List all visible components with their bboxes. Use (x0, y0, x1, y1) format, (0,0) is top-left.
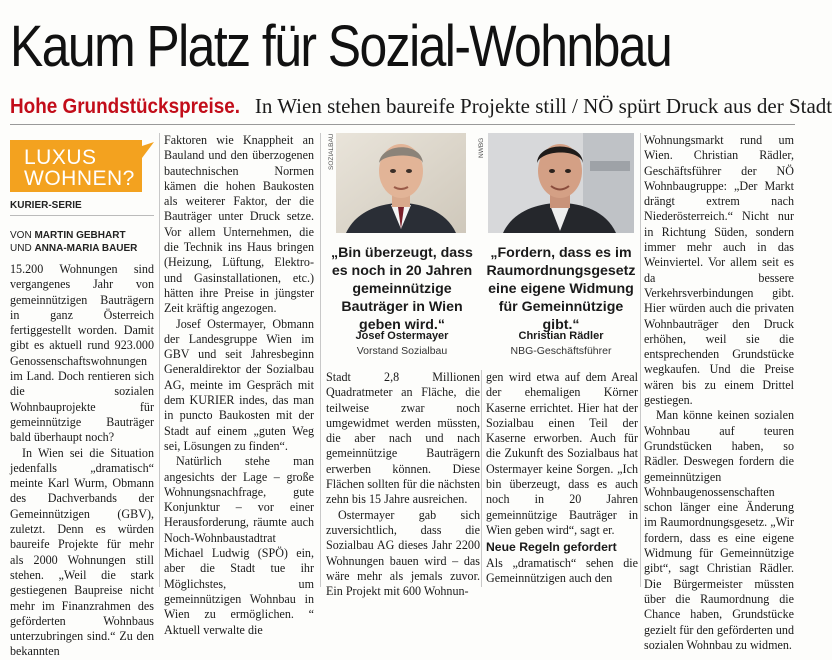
paragraph: 15.200 Wohnungen sind vergangenes Jahr von gemeinnützigen Bauträgern in ganz Österreich fertiggestellt worden. Damit gibt es aktuell rund 923.000 Genossenschaftswohnungen im Land. Doch rentieren sich die sozialen Wohnbauprojekte für gemeinnützige Bauträger bald überhaupt noch? (10, 262, 154, 445)
column-divider (640, 133, 641, 587)
text-column-2 (164, 133, 314, 637)
author-name-2: ANNA-MARIA BAUER (34, 243, 138, 254)
text-column-3 (326, 370, 480, 599)
photo-credit-1: SOZIALBAU (328, 133, 335, 170)
paragraph: Josef Ostermayer, Obmann der Landesgruppe Wien im GBV und seit Jahresbeginn Generaldirektor der Sozialbau AG, meinte im Gespräch mit dem KURIER indes, das man in puncto Baukosten mit der Stadt auf einem „guten Weg sei, Lösungen zu finden“. (164, 316, 314, 453)
byline-and: UND (10, 243, 32, 254)
subheadline (10, 92, 832, 120)
paragraph: Als „dramatisch“ sehen die Gemeinnützigen auch den (486, 555, 638, 585)
paragraph: Stadt 2,8 Millionen Quadratmeter an Fläche, die teilweise zwar noch umgewidmet werden müssten, die aber nach und nach gemeinnützige Bauträgern erwerben können. Diese Flächen sollten für die nächsten zehn bis 15 Jahre ausreichen. (326, 370, 480, 507)
paragraph: Ostermayer gab sich zuversichtlich, dass die Sozialbau AG dieses Jahr 2200 Wohnungen bauen wird – das wäre mehr als jemals zuvor. Ein Projekt mit 600 Wohnun- (326, 507, 480, 599)
quote-role-1: Vorstand Sozialbau (356, 345, 448, 357)
byline-author-2 (10, 243, 137, 254)
quote-role-2: NBG-Geschäftsführer (510, 345, 612, 357)
portrait-photo-raedler (488, 133, 634, 233)
subhead-text: In Wien stehen baureife Projekte still / NÖ spürt Druck aus der Stadt (254, 94, 832, 118)
kicker-badge (10, 140, 154, 192)
pull-quote-1: „Bin überzeugt, dass es noch in 20 Jahren gemeinnützige Bauträger in Wien geben wird.“ (331, 245, 473, 333)
byline-author-1 (10, 230, 126, 241)
portrait-photo-ostermayer (336, 133, 466, 233)
subhead-lead: Hohe Grundstückspreise. (10, 95, 241, 118)
quote-name-1: Josef Ostermayer (355, 330, 449, 342)
kicker-divider (10, 215, 154, 216)
pull-quote-2: „Fordern, dass es im Raumordnungsgesetz eine eigene Widmung für Gemeinnützige gibt.“ (486, 245, 636, 333)
text-column-5 (644, 133, 794, 652)
column-divider (481, 370, 482, 587)
paragraph: gen wird etwa auf dem Areal der ehemaligen Körner Kaserne errichtet. Hier hat der Sozialbau einen Teil der Kaserne erworben. Auch für die Zukunft des Sozialbaus hat Ostermayer keine Sorgen. „Ich bin überzeugt, dass es auch noch in 20 Jahren gemeinnützige Bauträger in Wien geben wird“, sagt er. (486, 370, 638, 537)
series-label: KURIER-SERIE (10, 200, 82, 211)
headline-rule (10, 124, 795, 125)
portrait-image (488, 133, 634, 233)
kicker-line-1: LUXUS (24, 146, 97, 169)
headline: Kaum Platz für Sozial-Wohnbau (10, 14, 672, 79)
section-heading: Neue Regeln gefordert (486, 540, 617, 555)
paragraph: In Wien sei die Situation jedenfalls „dramatisch“ meinte Karl Wurm, Obmann des Dachverbands der Gemeinnützigen (GBV), zuletzt. Denn es würden baureife Projekte für mehr als 2000 Wohnungen still stehen. „Weil die stark gestiegenen Baupreise nicht mehr im Finanzrahmen des geförderten Wohnbaus unterzubringen sind.“ Zu den bekannten (10, 445, 154, 659)
paragraph: Man könne keinen sozialen Wohnbau auf teuren Grundstücken haben, so Rädler. Deswegen fordern die gemeinnützigen Wohnbaugenossenschaften schon länger eine Änderung im Raumordnungsgesetz. „Wir fordern, dass es eine eigene Widmung für Gemeinnützige gibt“, sagt Christian Rädler. Die Bürgermeister müssten über die Raumordnung die Chance haben, Grundstücke gezielt für den geförderten und sozialen Wohnbau zu widmen. (644, 408, 794, 652)
kicker-line-2: WOHNEN? (24, 167, 135, 190)
quote-name-2: Christian Rädler (518, 330, 604, 342)
paragraph: Wohnungsmarkt rund um Wien. Christian Rädler, Geschäftsführer der NÖ Wohnbaugruppe: „Der Markt drängt extrem nach Niederösterreich.“ Nicht nur in Richtung Süden, sondern immer mehr auch in das Weinviertel. Vor allem seit es da bessere Verkehrsverbindungen gibt. Hier würden auch die privaten Wohnbauträger den Druck erhöhen, weil sie die entsprechenden Grundstücke wegkaufen. Und die Preise wären bis zu einem Drittel gestiegen. (644, 133, 794, 408)
paragraph: Faktoren wie Knappheit an Bauland und den überzogenen bautechnischen Normen kämen die hohen Baukosten als weiterer Faktor, der die Bauträger unter Druck setze. Vor allem Unternehmen, die die Technik ins Haus bringen (Heizung, Lüftung, Elektro- und Gasinstallationen, etc.) hätten ihre Preise in jüngster Zeit kräftig angezogen. (164, 133, 314, 316)
photo-credit-2: NWBG (478, 137, 485, 158)
portrait-image (336, 133, 466, 233)
author-name-1: MARTIN GEBHART (34, 230, 126, 241)
byline-prefix: VON (10, 230, 32, 241)
text-column-1 (10, 262, 154, 659)
paragraph: Natürlich stehe man angesichts der Lage – große Wohnungsnachfrage, gute Konjunktur – vor einer Herausforderung, räumte auch Noch-Wohnbaustadtrat Michael Ludwig (SPÖ) ein, aber die Stadt tue ihr Möglichstes, um gemeinnützigen Wohnbau in Wien zu ermöglichen. “ Aktuell verwalte die (164, 454, 314, 637)
series-kicker (10, 133, 156, 261)
column-divider (320, 133, 321, 587)
column-divider (159, 133, 160, 587)
text-column-4 (486, 370, 638, 587)
